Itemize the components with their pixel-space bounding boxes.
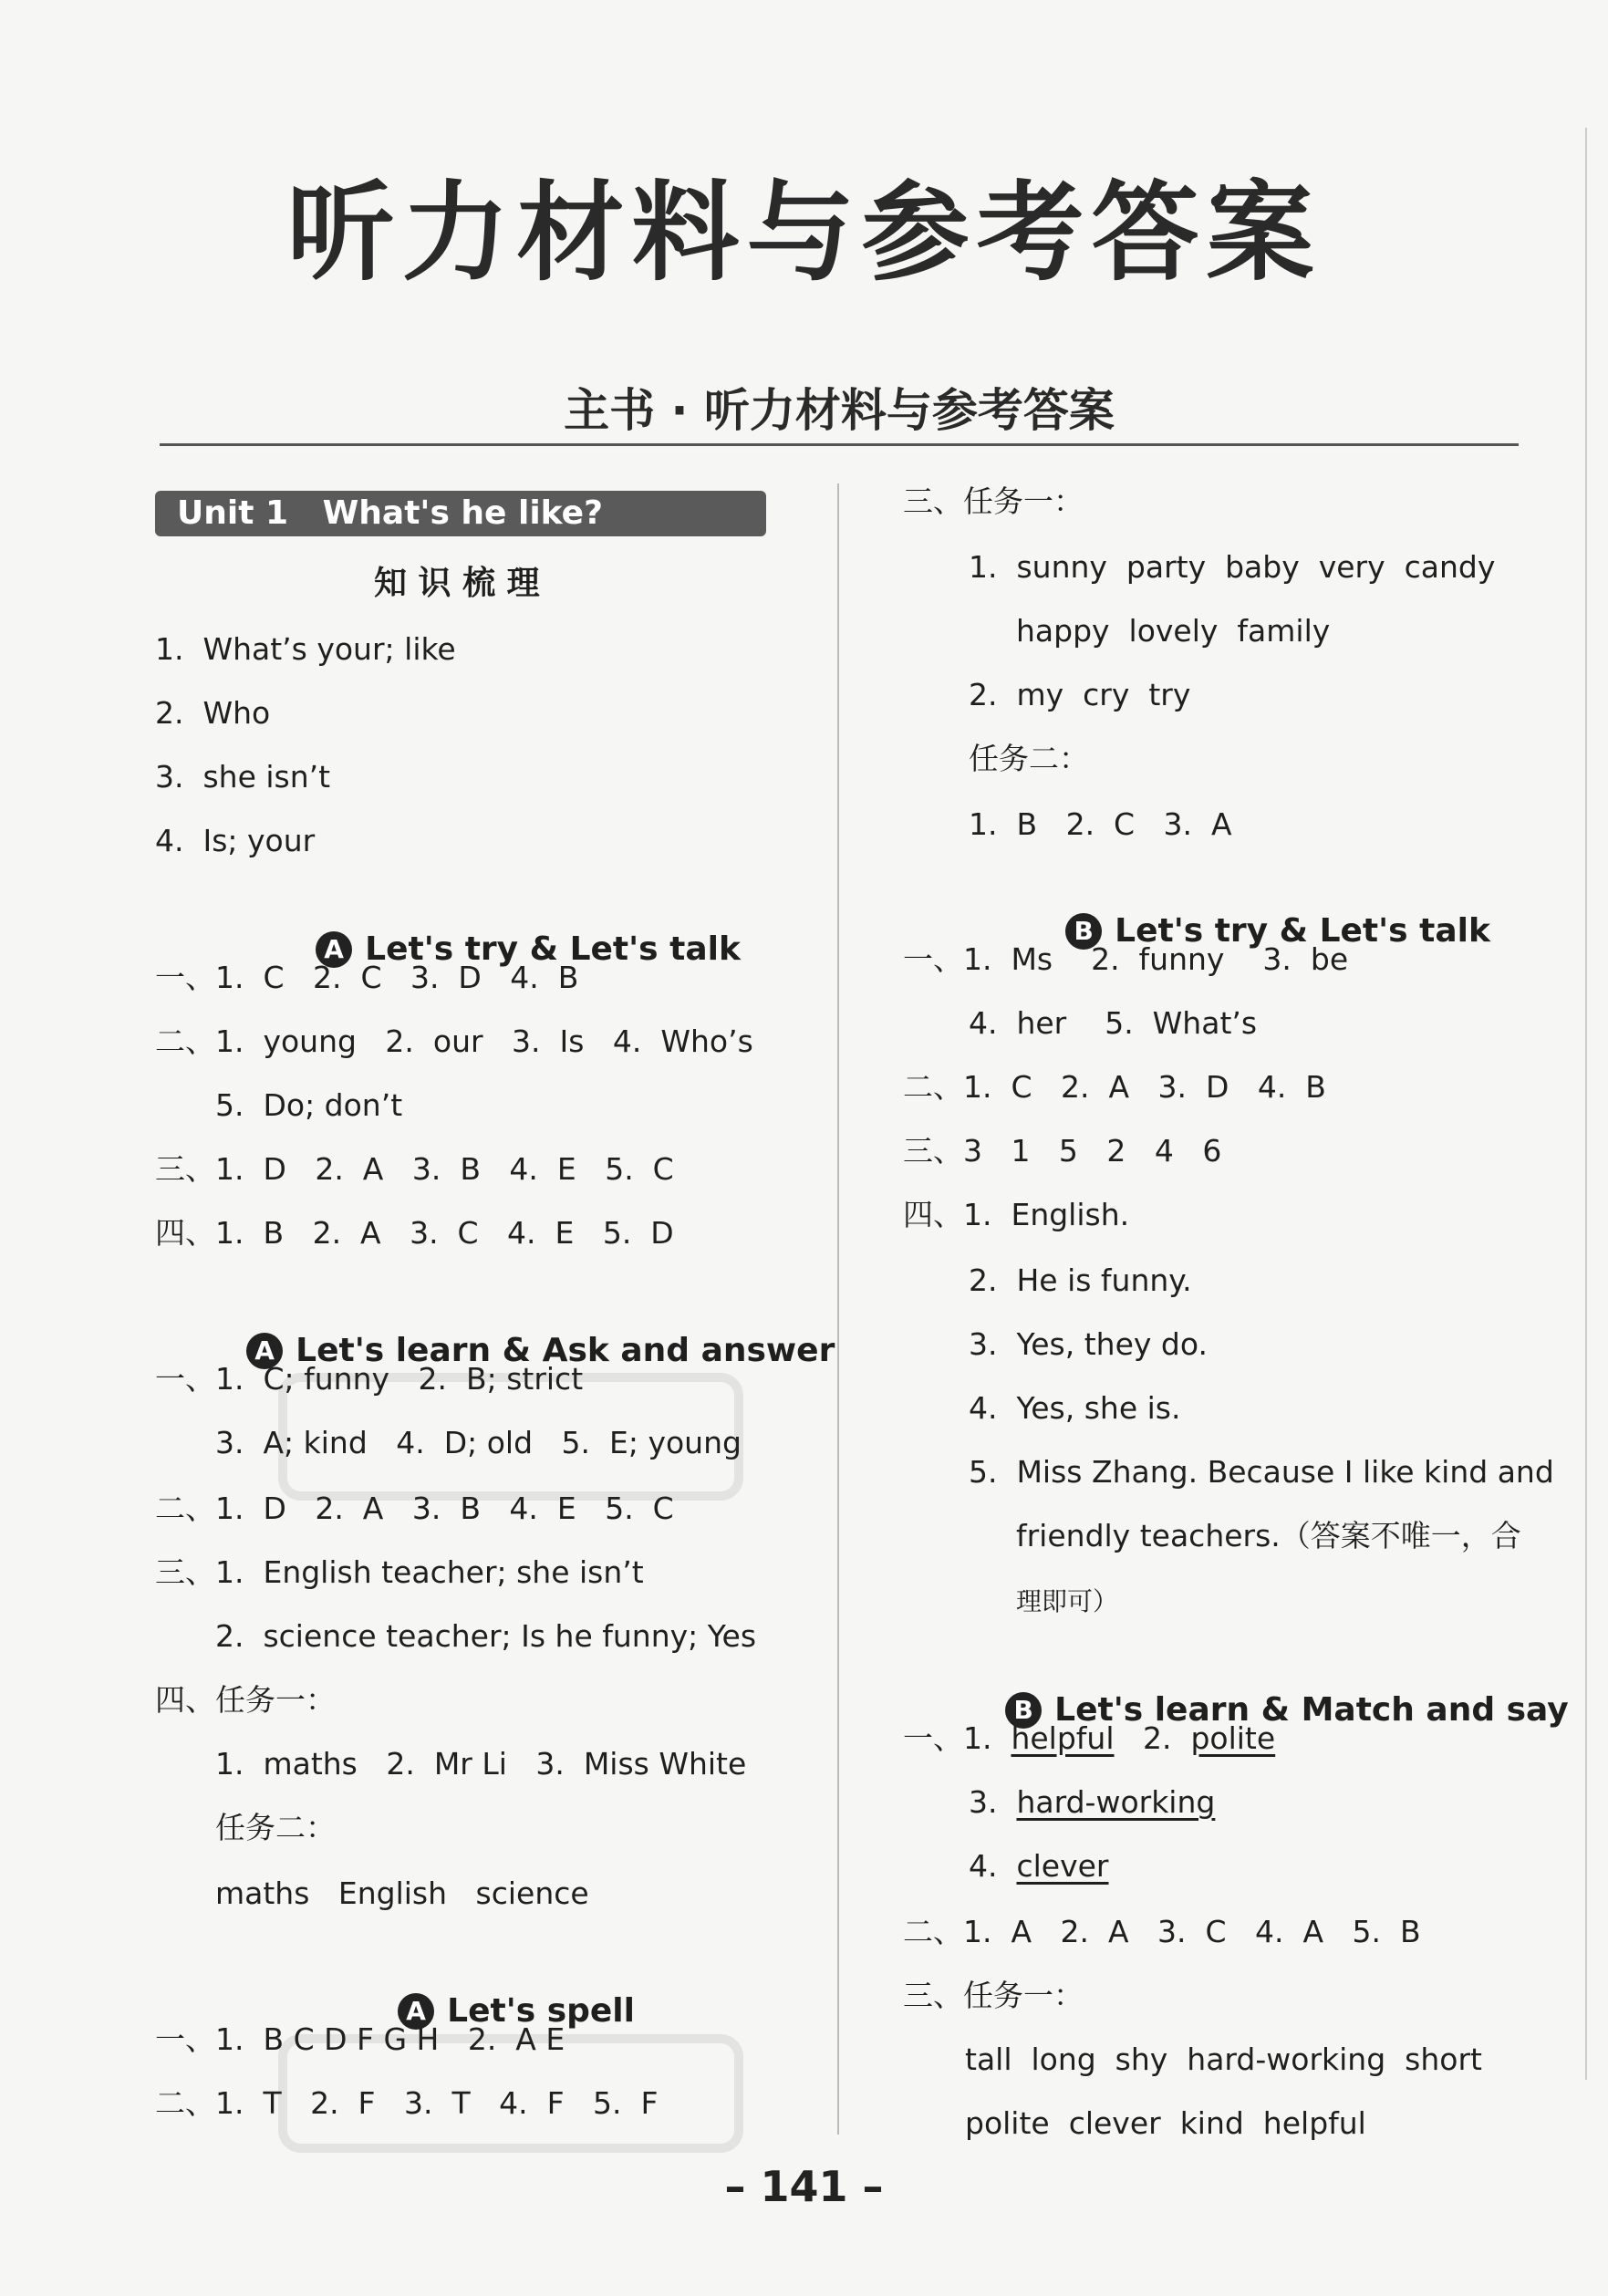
answer-line: happy lovely family [1016,613,1331,649]
answer-line: 一、1. C; funny 2. B; strict [155,1361,584,1397]
knowledge-heading: 知 识 梳 理 [374,565,540,602]
answer-line: tall long shy hard-working short [965,2041,1482,2077]
unit-banner: Unit 1 What's he like? [155,491,766,536]
answer-line: 二、1. D 2. A 3. B 4. E 5. C [155,1491,674,1526]
section-heading-label: Let's try & Let's talk [1115,912,1490,950]
answer-line: 二、1. young 2. our 3. Is 4. Who’s [155,1023,753,1059]
answer-line [969,1848,1108,1885]
answer-line: 一、1. B C D F G H 2. A E [155,2021,565,2057]
answer-line: 1. maths 2. Mr Li 3. Miss White [215,1746,747,1782]
answer-line: friendly teachers.（答案不唯一，合 [1016,1518,1521,1553]
answer-line: 4. Yes, she is. [969,1390,1181,1426]
line-prefix: 一、1. [903,1720,1011,1756]
underlined-answer: clever [1016,1848,1109,1884]
page-number: – 141 – [724,2162,884,2211]
answer-line: 3. she isn’t [155,759,331,795]
answer-line: 三、任务一： [903,483,1084,519]
column-divider [837,483,839,2135]
line-prefix: 2. [1114,1720,1191,1756]
section-heading-label: Let's learn & Match and say [1054,1691,1569,1729]
answer-line: 4. her 5. What’s [969,1005,1258,1041]
underlined-answer: hard-working [1016,1784,1216,1820]
part-b-badge: B [1065,913,1102,950]
answer-line: polite clever kind helpful [965,2105,1366,2141]
title-divider [160,443,1519,446]
answer-line: 四、1. B 2. A 3. C 4. E 5. D [155,1215,674,1251]
answer-line: 2. Who [155,695,271,731]
part-a-badge: A [246,1333,283,1369]
answer-line: 5. Do; don’t [215,1087,403,1123]
answer-line: maths English science [215,1875,589,1911]
answer-line: 三、1. English teacher; she isn’t [155,1554,644,1590]
section-heading-label: Let's try & Let's talk [365,930,741,968]
watermark-graphic [274,1359,748,1514]
answer-line: 5. Miss Zhang. Because I like kind and [969,1454,1554,1490]
underlined-answer: helpful [1011,1720,1115,1756]
watermark-graphic [274,2025,748,2162]
part-b-badge: B [1005,1692,1042,1729]
section-heading-label: Let's learn & Ask and answer [296,1332,835,1369]
answer-line: 三、1. D 2. A 3. B 4. E 5. C [155,1151,674,1187]
page-edge-line [1585,128,1587,2080]
line-prefix: 4. [969,1848,1017,1884]
answer-line: 四、任务一： [155,1682,336,1718]
answer-line: 3. A; kind 4. D; old 5. E; young [215,1425,742,1460]
part-a-badge: A [398,1993,434,2030]
answer-line: 二、1. C 2. A 3. D 4. B [903,1069,1326,1105]
underlined-answer: polite [1190,1720,1276,1756]
answer-line: 二、1. T 2. F 3. T 4. F 5. F [155,2085,659,2121]
answer-line: 二、1. A 2. A 3. C 4. A 5. B [903,1914,1421,1949]
answer-line: 一、1. Ms 2. funny 3. be [903,941,1349,977]
answer-line: 3. Yes, they do. [969,1326,1208,1362]
answer-line: 1. sunny party baby very candy [969,549,1496,585]
answer-line [903,1720,1275,1757]
answer-line: 2. He is funny. [969,1262,1192,1298]
answer-line: 任务二： [215,1810,336,1845]
answer-line: 任务二： [969,741,1089,776]
answer-line: 2. my cry try [969,677,1191,712]
answer-line: 三、任务一： [903,1978,1084,2013]
section-subtitle: 主书 · 听力材料与参考答案 [564,384,1115,437]
answer-line: 理即可） [1016,1586,1119,1616]
answer-line: 四、1. English. [903,1197,1130,1232]
answer-line [969,1784,1215,1821]
answer-line: 一、1. C 2. C 3. D 4. B [155,960,579,995]
section-heading-label: Let's spell [447,1992,635,2030]
answer-line: 1. What’s your; like [155,631,456,667]
answer-line: 1. B 2. C 3. A [969,806,1232,842]
answer-line: 三、3 1 5 2 4 6 [903,1133,1222,1169]
answer-line: 4. Is; your [155,823,316,858]
part-a-badge: A [316,931,352,968]
answer-line: 2. science teacher; Is he funny; Yes [215,1618,757,1654]
line-prefix: 3. [969,1784,1017,1820]
page-title: 听力材料与参考答案 [286,170,1322,296]
